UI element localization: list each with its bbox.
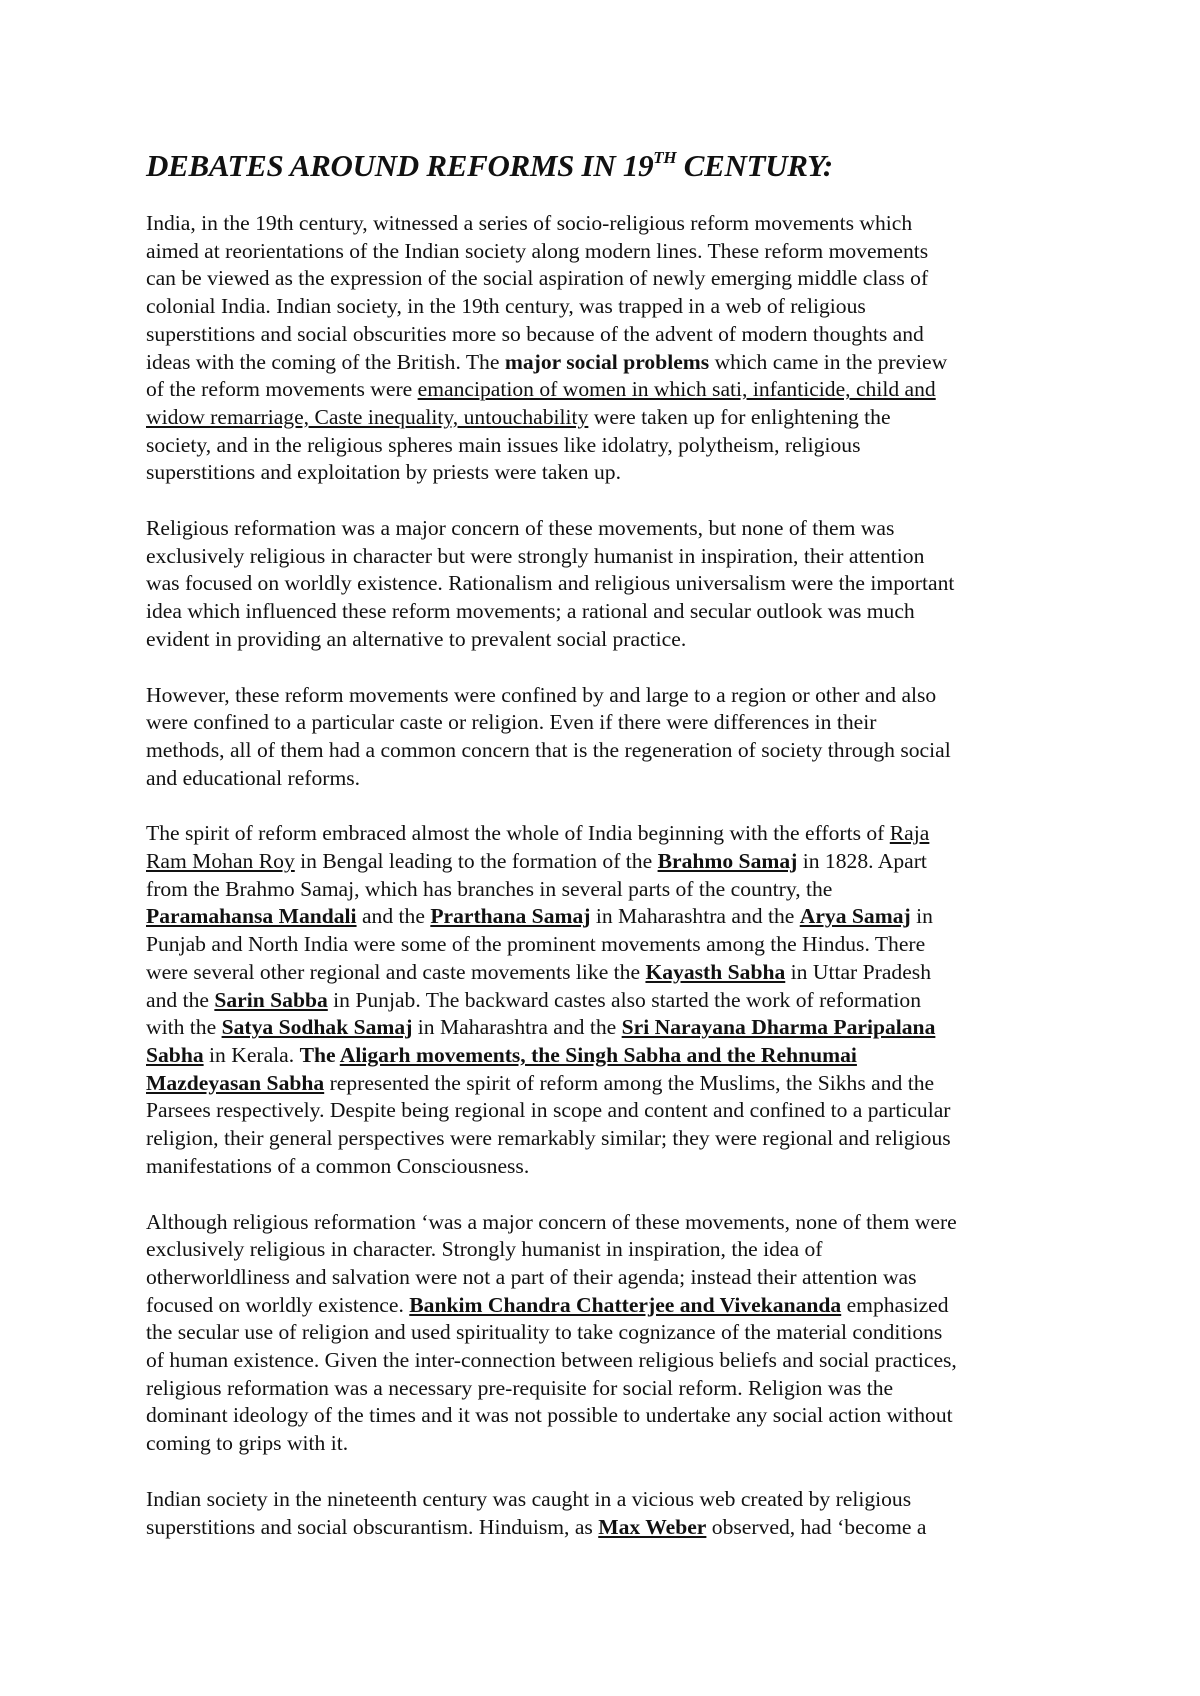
- text-run-bold: The: [299, 1042, 340, 1067]
- text-run: India, in the 19th century, witnessed a series of socio-religious reform movements which aimed at reorientations of the Indian society along modern lines. These reform movements can be viewed as the expression of the social aspiration of newly emerging middle class of colonial India. Indian society, in the 19th century, was trapped in a web of religious superstitions and social obscurities more so because of the advent of modern thoughts and ideas with the coming of the British. The: [146, 211, 929, 374]
- paragraph-2: Religious reformation was a major concern of these movements, but none of them was exclusively religious in character but were strongly humanist in inspiration, their attention was focused on worldly existence. Rationalism and religious universalism were the important idea which influenced these reform movements; a rational and secular outlook was much evident in providing an alternative to prevalent social practice.: [146, 516, 955, 651]
- text-run: and the: [356, 904, 431, 929]
- paragraph-3: However, these reform movements were confined by and large to a region or other and also were confined to a particular caste or religion. Even if there were differences in their methods, all of them had a common concern that is the regeneration of society through social and educational reforms.: [146, 682, 951, 790]
- emphasis-major-social-problems: major social problems: [504, 349, 710, 374]
- paragraph-5: [146, 1209, 1066, 1458]
- ref-paramahansa-mandali: Paramahansa Mandali: [146, 904, 357, 929]
- document-body: [146, 148, 1066, 1569]
- text-run: observed, had ‘become a: [706, 1514, 927, 1539]
- text-run: emphasized the secular use of religion and used spirituality to take cognizance of the material conditions of human existence. Given the inter-connection between religious beliefs and social practices, religious reformation was a necessary pre-requisite for social reform. Religion was the dominant ideology of the times and it was not possible to undertake any social action without coming to grips with it.: [146, 1292, 957, 1456]
- text-run: Although religious reformation ‘was a major concern of these movements, none of them were exclusively religious in character. Strongly humanist in inspiration, the idea of otherworldliness and salvation were not a part of their agenda; instead their attention was focused on worldly existence.: [146, 1209, 957, 1317]
- text-run: in Maharashtra and the: [590, 904, 800, 929]
- ref-aligarh-singh-rehnumai: Aligarh movements, the Singh Sabha and the Rehnumai Mazdeyasan Sabha: [146, 1042, 857, 1095]
- text-run: in Bengal leading to the formation of the: [294, 849, 658, 874]
- paragraph-1: [146, 210, 1066, 487]
- ref-satya-sodhak-samaj: Satya Sodhak Samaj: [221, 1015, 413, 1040]
- title-text-end: CENTURY:: [676, 148, 833, 183]
- text-run: The spirit of reform embraced almost the whole of India beginning with the efforts of: [146, 821, 890, 846]
- title-superscript: TH: [653, 148, 677, 167]
- ref-sri-narayana-dharma-paripalana-sabha: Sri Narayana Dharma Paripalana Sabha: [146, 1015, 936, 1067]
- title-text: DEBATES AROUND REFORMS IN 19: [146, 148, 654, 183]
- ref-kayasth-sabha: Kayasth Sabha: [645, 959, 786, 984]
- text-run: in Kerala.: [203, 1042, 300, 1067]
- paragraph-4: [146, 820, 1066, 1180]
- document-title: [146, 148, 1066, 184]
- ref-bankim-vivekananda: Bankim Chandra Chatterjee and Vivekananda: [409, 1292, 842, 1317]
- ref-prarthana-samaj: Prarthana Samaj: [430, 904, 591, 929]
- text-run: in Punjab and North India were some of the prominent movements among the Hindus. There were several other regional and caste movements like the: [146, 904, 933, 984]
- text-run: were taken up for enlightening the society, and in the religious spheres main issues like idolatry, polytheism, religious superstitions and exploitation by priests were taken up.: [146, 404, 891, 485]
- text-run: in Punjab. The backward castes also started the work of reformation with the: [146, 987, 922, 1040]
- text-run: in Uttar Pradesh and the: [146, 959, 931, 1012]
- paragraph-6: [146, 1486, 1066, 1541]
- ref-sarin-sabba: Sarin Sabba: [214, 987, 328, 1012]
- underlined-social-issues: emancipation of women in which sati, infanticide, child and widow remarriage, Caste inequality, untouchability: [146, 377, 936, 429]
- text-run: represented the spirit of reform among the Muslims, the Sikhs and the Parsees respectively. Despite being regional in scope and content and confined to a particular religion, their general perspectives were remarkably similar; they were regional and religious manifestations of a common Consciousness.: [146, 1070, 951, 1178]
- text-run: in 1828. Apart from the Brahmo Samaj, which has branches in several parts of the country, the: [146, 849, 927, 901]
- text-run: which came in the preview of the reform movements were: [146, 349, 948, 402]
- ref-raja-ram-mohan-roy: Raja Ram Mohan Roy: [146, 821, 930, 874]
- text-run: Indian society in the nineteenth century was caught in a vicious web created by religious superstitions and social obscurantism. Hinduism, as: [146, 1486, 912, 1539]
- ref-arya-samaj: Arya Samaj: [799, 904, 911, 929]
- text-run: in Maharashtra and the: [412, 1015, 622, 1040]
- ref-max-weber: Max Weber: [598, 1514, 707, 1539]
- ref-brahmo-samaj: Brahmo Samaj: [657, 849, 798, 874]
